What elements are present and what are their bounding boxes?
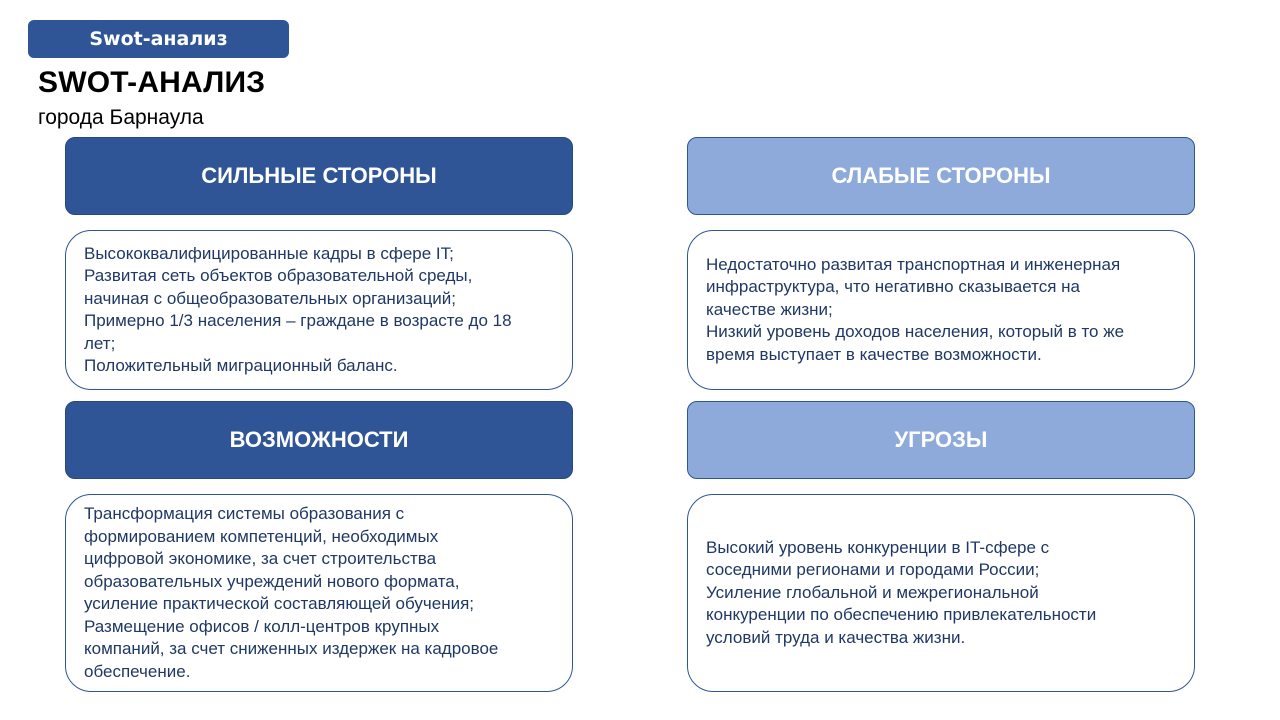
text-line: Недостаточно развитая транспортная и инженерная	[706, 254, 1121, 274]
text-line: соседними регионами и городами России;	[706, 560, 1040, 580]
threats-text	[688, 537, 1112, 650]
text-line: лет;	[84, 333, 116, 353]
strengths-heading: СИЛЬНЫЕ СТОРОНЫ	[65, 137, 573, 215]
text-line: формированием компетенций, необходимых	[84, 526, 439, 546]
opportunities-box	[65, 494, 573, 692]
text-line: усиление практической составляющей обучения;	[84, 594, 475, 613]
text-line: компаний, за счет сниженных издержек на кадровое	[84, 639, 499, 658]
text-line: цифровой экономике, за счет строительства	[84, 549, 437, 568]
section-tag: Swot-анализ	[28, 20, 289, 58]
text-line: Высокий уровень конкуренции в IT-сфере с	[706, 537, 1050, 557]
text-line: обеспечение.	[84, 661, 191, 681]
text-line: инфраструктура, что негативно сказывается на	[706, 277, 1080, 297]
opportunities-text	[66, 503, 514, 683]
strengths-text	[66, 243, 528, 378]
threats-heading: УГРОЗЫ	[687, 401, 1195, 479]
weaknesses-box	[687, 230, 1195, 390]
text-line: Положительный миграционный баланс.	[84, 356, 398, 375]
text-line: Развитая сеть объектов образовательной среды,	[84, 266, 473, 285]
text-line: образовательных учреждений нового формата,	[84, 571, 460, 591]
text-line: Усиление глобальной и межрегиональной	[706, 582, 1039, 602]
text-line: Трансформация системы образования с	[84, 504, 405, 523]
text-line: конкуренции по обеспечению привлекательности	[706, 605, 1097, 625]
text-line: качестве жизни;	[706, 299, 833, 319]
text-line: Высококвалифицированные кадры в сфере IT;	[84, 243, 454, 263]
text-line: время выступает в качестве возможности.	[706, 344, 1042, 364]
weaknesses-heading: СЛАБЫЕ СТОРОНЫ	[687, 137, 1195, 215]
opportunities-heading: ВОЗМОЖНОСТИ	[65, 401, 573, 479]
threats-box	[687, 494, 1195, 692]
page-title: SWOT-АНАЛИЗ	[38, 66, 266, 99]
text-line: начиная с общеобразовательных организаций;	[84, 288, 457, 308]
strengths-box	[65, 230, 573, 390]
text-line: Примерно 1/3 населения – граждане в возрасте до 18	[84, 311, 512, 330]
page-subtitle: города Барнаула	[38, 106, 204, 129]
text-line: Размещение офисов / колл-центров крупных	[84, 616, 440, 636]
text-line: условий труда и качества жизни.	[706, 627, 966, 647]
text-line: Низкий уровень доходов населения, который в то же	[706, 322, 1125, 342]
weaknesses-text	[688, 254, 1140, 367]
